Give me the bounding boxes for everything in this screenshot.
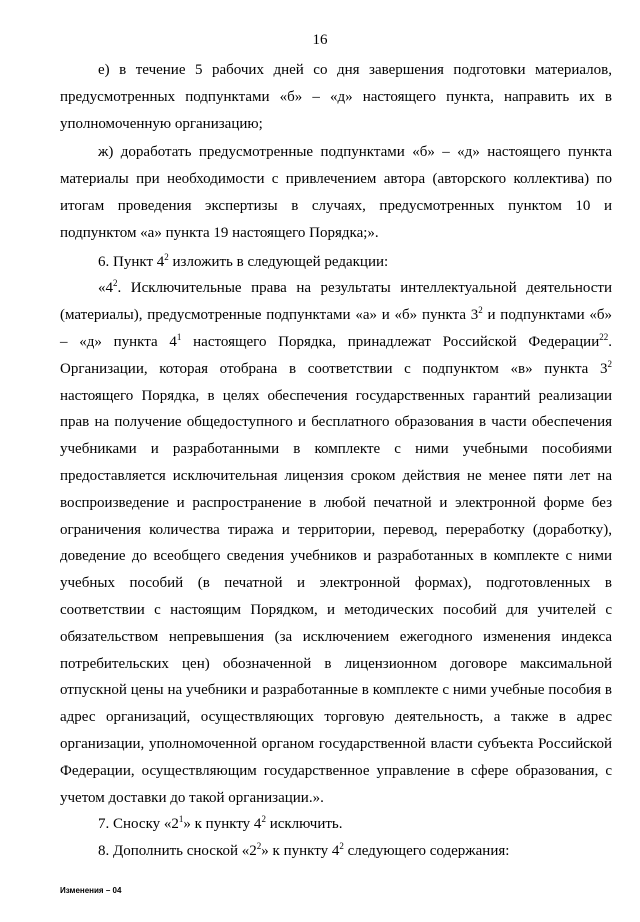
item-8-paragraph: 8. Дополнить сноской «$2^2$» к пункту $4^2$ следующего содержания: bbox=[98, 841, 510, 860]
footer-label: Изменения – 04 bbox=[60, 886, 122, 895]
page-number: 16 bbox=[312, 32, 328, 48]
item-6-paragraph: 6. Пункт $4^2$ изложить в следующей редакции: bbox=[98, 251, 389, 270]
quoted-item-4-2-paragraph: «$4^2$. Исключительные права на результаты интеллектуальной деятельности (материалы), предусмотренные подпунктами «а» и «б» пункта $3^2$ и подпунктами «б» – «д» пункта $4^1$ настоящего Порядка, принадлежат Российской Федерации$^{22}$. Организации, которая отобрана в соответствии с подпунктом «в» пункта $3^2$ настоящего Порядка, в целях обеспечения государственных гарантий реализации прав на получение общедоступного и бесплатного образования в части обеспечения учебниками и разработанными в комплекте с ними учебными пособиями предоставляется исключительная лицензия сроком действия не менее пяти лет на воспроизведение и распространение в любой печатной и электронной форме без ограничения количества тиража и территории, перевод, переработку (доработку), доведение до всеобщего сведения учебников и разработанных в комплекте с ними учебных пособий (в печатной и электронной формах), подготовленных в соответствии с настоящим Порядком, и методических пособий для учителей с обязательством непревышения (за исключением ежегодного изменения индекса потребительских цен) обозначенной в лицензионном договоре максимальной отпускной цены на учебники и разработанные в комплекте с ними учебные пособия в адрес организаций, осуществляющих торговую деятельность, а также в адрес организации, уполномоченной органом государственной власти субъекта Российской Федерации, осуществляющим государственное управление в сфере образования, с учетом доставки до такой организации.». bbox=[60, 278, 612, 806]
item-zh-paragraph: ж) доработать предусмотренные подпунктами «б» – «д» настоящего пункта материалы при необходимости с привлечением автора (авторского коллектива) по итогам проведения экспертизы в случаях, предусмотренных пунктом 10 и подпунктом «а» пункта 19 настоящего Порядка;». bbox=[60, 144, 612, 241]
item-7-paragraph: 7. Сноску «$2^1$» к пункту $4^2$ исключить. bbox=[98, 814, 343, 833]
document-body bbox=[60, 57, 612, 865]
item-e-paragraph: е) в течение 5 рабочих дней со дня завершения подготовки материалов, предусмотренных подпунктами «б» – «д» настоящего пункта, направить их в уполномоченную организацию; bbox=[60, 62, 612, 132]
